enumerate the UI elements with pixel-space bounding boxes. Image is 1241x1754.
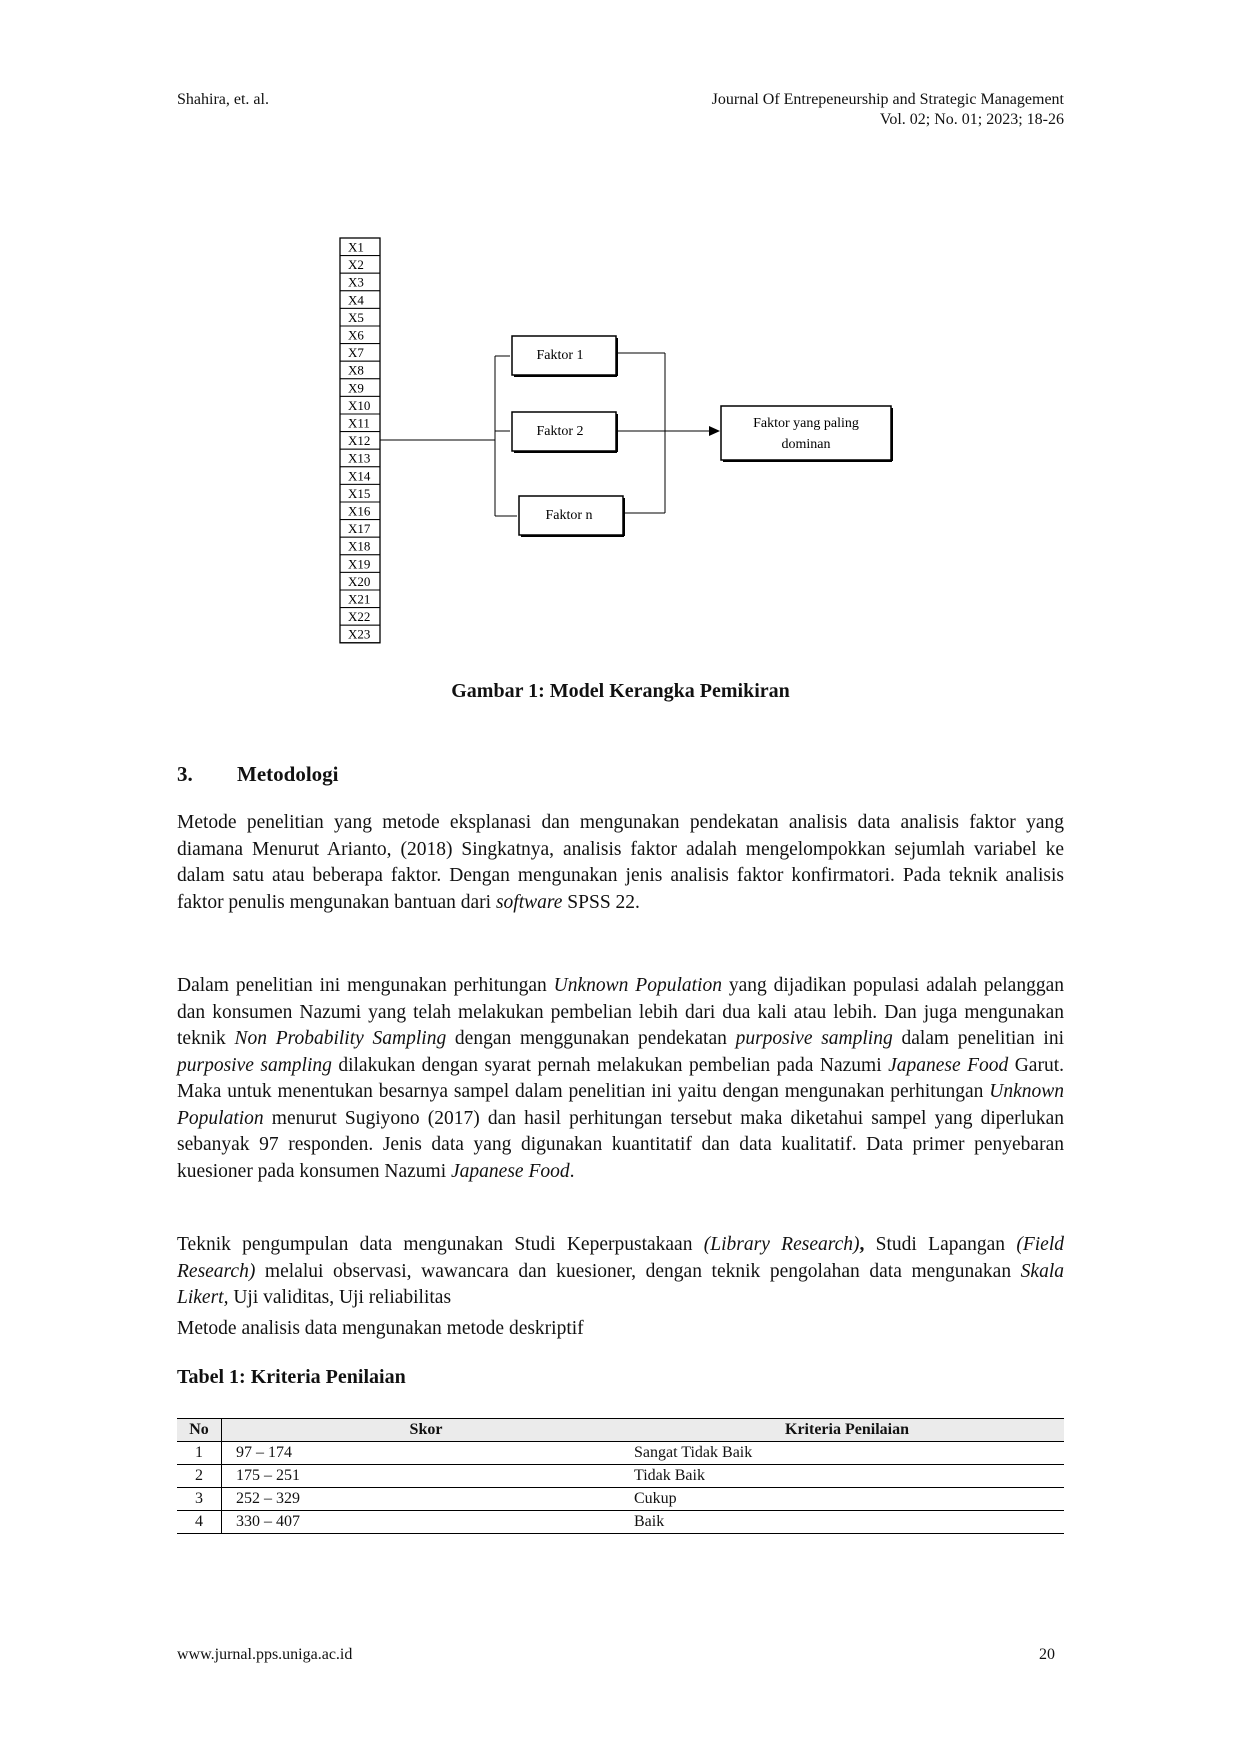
- cell-skor: 252 – 329: [222, 1488, 631, 1511]
- variable-label: X10: [348, 397, 371, 413]
- cell-skor: 175 – 251: [222, 1465, 631, 1488]
- section-title: Metodologi: [237, 762, 339, 786]
- cell-kriteria: Sangat Tidak Baik: [630, 1442, 1064, 1465]
- journal-volume: Vol. 02; No. 01; 2023; 18-26: [879, 111, 1064, 128]
- header-kriteria: Kriteria Penilaian: [630, 1419, 1064, 1442]
- variable-label: X14: [348, 468, 371, 484]
- result-label-line1: Faktor yang paling: [753, 416, 859, 431]
- paragraph-analysis: Metode analisis data mengunakan metode deskriptif: [177, 1318, 584, 1339]
- result-label-line2: dominan: [781, 437, 831, 452]
- variable-label: X17: [348, 521, 371, 537]
- variable-column: [340, 238, 380, 643]
- cell-no: 2: [177, 1465, 222, 1488]
- table-title: Tabel 1: Kriteria Penilaian: [177, 1366, 406, 1388]
- framework-diagram: [335, 236, 895, 656]
- variable-label: X22: [348, 609, 371, 625]
- variable-label: X12: [348, 433, 371, 449]
- header-no: No: [177, 1419, 222, 1442]
- table-header-row: [177, 1419, 1064, 1442]
- cell-kriteria: Tidak Baik: [630, 1465, 1064, 1488]
- arrow-head: [709, 426, 720, 436]
- table-row: [177, 1465, 1064, 1488]
- journal-name: Journal Of Entrepeneurship and Strategic Management: [711, 91, 1064, 108]
- cell-no: 1: [177, 1442, 222, 1465]
- variable-label: X13: [348, 450, 371, 466]
- paragraph-method: Metode penelitian yang metode eksplanasi dan mengunakan pendekatan analisis data analisis faktor yang diamana Menurut Arianto, (2018) Singkatnya, analisis faktor adalah mengelompokkan sejumlah variabel ke dalam satu atau beberapa faktor. Dengan mengunakan jenis analisis faktor konfirmatori. Pada teknik analisis faktor penulis mengunakan bantuan dari software SPSS 22.: [177, 812, 1064, 913]
- paragraph-data-collection: Teknik pengumpulan data mengunakan Studi Keperpustakaan (Library Research), Studi Lapangan (Field Research) melalui observasi, wawancara dan kuesioner, dengan teknik pengolahan data mengunakan Skala Likert, Uji validitas, Uji reliabilitas: [177, 1234, 1064, 1308]
- factor-box-n: [519, 496, 624, 536]
- footer-url: www.jurnal.pps.uniga.ac.id: [177, 1646, 353, 1663]
- table-row: [177, 1442, 1064, 1465]
- variable-label: X20: [348, 573, 371, 589]
- variable-label: X5: [348, 309, 364, 325]
- variable-label: X6: [348, 327, 364, 343]
- variable-label: X18: [348, 538, 371, 554]
- variable-label: X23: [348, 626, 371, 642]
- paragraph-sampling: Dalam penelitian ini mengunakan perhitungan Unknown Population yang dijadikan populasi adalah pelanggan dan konsumen Nazumi yang telah melakukan pembelian lebih dari dua kali atau lebih. Dan juga mengunakan teknik Non Probability Sampling dengan menggunakan pendekatan purposive sampling dalam penelitian ini purposive sampling dilakukan dengan syarat pernah melakukan pembelian pada Nazumi Japanese Food Garut. Maka untuk menentukan besarnya sampel dalam penelitian ini yaitu dengan mengunakan perhitungan Unknown Population menurut Sugiyono (2017) dan hasil perhitungan tersebut maka diketahui sampel yang diperlukan sebanyak 97 responden. Jenis data yang digunakan kuantitatif dan data kualitatif. Data primer penyebaran kuesioner pada konsumen Nazumi Japanese Food.: [177, 975, 1065, 1182]
- cell-kriteria: Cukup: [630, 1488, 1064, 1511]
- page-number: 20: [1039, 1646, 1055, 1663]
- variable-label: X15: [348, 485, 371, 501]
- variable-label: X16: [348, 503, 371, 519]
- factor-box-1: [512, 336, 617, 376]
- criteria-table: [177, 1418, 1064, 1534]
- running-header-authors: Shahira, et. al.: [177, 91, 269, 108]
- variable-label: X19: [348, 556, 371, 572]
- factor-box-2: [512, 412, 617, 452]
- variable-label: X11: [348, 415, 370, 431]
- variable-label: X9: [348, 380, 364, 396]
- variable-label: X1: [348, 239, 364, 255]
- factor-1-label: Faktor 1: [536, 348, 584, 363]
- cell-skor: 330 – 407: [222, 1511, 631, 1534]
- result-box: [721, 406, 892, 461]
- cell-kriteria: Baik: [630, 1511, 1064, 1534]
- factor-n-label: Faktor n: [545, 508, 593, 523]
- cell-no: 3: [177, 1488, 222, 1511]
- factor-2-label: Faktor 2: [536, 424, 584, 439]
- section-heading: [177, 762, 338, 787]
- cell-no: 4: [177, 1511, 222, 1534]
- header-skor: Skor: [222, 1419, 631, 1442]
- cell-skor: 97 – 174: [222, 1442, 631, 1465]
- variable-label: X8: [348, 362, 364, 378]
- variable-label: X2: [348, 257, 364, 273]
- running-header-journal: [712, 90, 1064, 130]
- table-row: [177, 1511, 1064, 1534]
- variable-label: X3: [348, 274, 364, 290]
- variable-label: X7: [348, 345, 364, 361]
- variable-label: X21: [348, 591, 371, 607]
- figure-caption: Gambar 1: Model Kerangka Pemikiran: [451, 680, 790, 702]
- variable-label: X4: [348, 292, 364, 308]
- table-row: [177, 1488, 1064, 1511]
- section-number: 3.: [177, 762, 193, 786]
